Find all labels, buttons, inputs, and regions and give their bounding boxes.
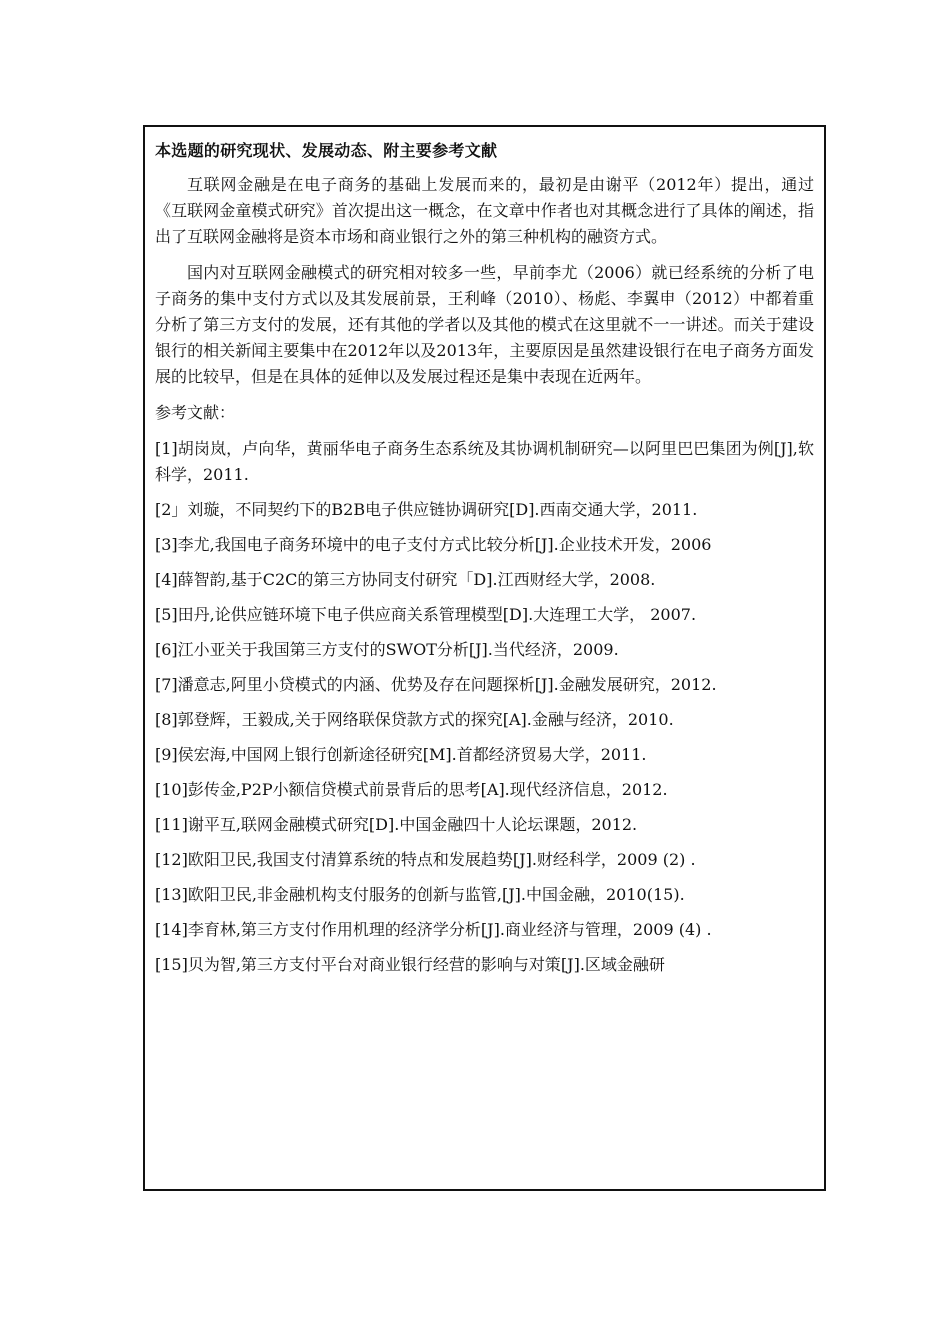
reference-item-10: [10]彭传金,P2P小额信贷模式前景背后的思考[A].现代经济信息，2012. xyxy=(155,780,668,799)
reference-item-14: [14]李育林,第三方支付作用机理的经济学分析[J].商业经济与管理，2009 (4) . xyxy=(155,920,712,939)
document-frame xyxy=(143,125,826,1191)
reference-item-1: [1]胡岗岚，卢向华，黄丽华电子商务生态系统及其协调机制研究—以阿里巴巴集团为例[J],软科学，2011. xyxy=(155,439,814,484)
reference-item-3: [3]李尤,我国电子商务环境中的电子支付方式比较分析[J].企业技术开发，2006 xyxy=(155,535,712,554)
reference-item-5: [5]田丹,论供应链环境下电子供应商关系管理模型[D].大连理工大学， 2007. xyxy=(155,605,697,624)
body-paragraph-1: 互联网金融是在电子商务的基础上发展而来的，最初是由谢平（2012年）提出，通过《互联网金童模式研究》首次提出这一概念，在文章中作者也对其概念进行了具体的阐述，指出了互联网金融将是资本市场和商业银行之外的第三种机构的融资方式。 xyxy=(155,175,814,246)
reference-item-6: [6]江小亚关于我国第三方支付的SWOT分析[J].当代经济，2009. xyxy=(155,640,619,659)
reference-item-4: [4]薛智韵,基于C2C的第三方协同支付研究「D].江西财经大学，2008. xyxy=(155,570,656,589)
reference-list xyxy=(155,436,814,978)
reference-item-12: [12]欧阳卫民,我国支付清算系统的特点和发展趋势[J].财经科学，2009 (2) . xyxy=(155,850,696,869)
body-paragraph-2: 国内对互联网金融模式的研究相对较多一些，早前李尤（2006）就已经系统的分析了电子商务的集中支付方式以及其发展前景，王利峰（2010）、杨彪、李翼申（2012）中都着重分析了第三方支付的发展，还有其他的学者以及其他的模式在这里就不一一讲述。而关于建设银行的相关新闻主要集中在2012年以及2013年，主要原因是虽然建设银行在电子商务方面发展的比较早，但是在具体的延伸以及发展过程还是集中表现在近两年。 xyxy=(155,263,814,386)
references-title: 参考文献： xyxy=(155,403,236,422)
reference-item-15: [15]贝为智,第三方支付平台对商业银行经营的影响与对策[J].区域金融研 xyxy=(155,955,665,974)
section-heading: 本选题的研究现状、发展动态、附主要参考文献 xyxy=(155,141,498,160)
reference-item-13: [13]欧阳卫民,非金融机构支付服务的创新与监管,[J].中国金融，2010(15). xyxy=(155,885,685,904)
reference-item-9: [9]侯宏海,中国网上银行创新途径研究[M].首都经济贸易大学，2011. xyxy=(155,745,647,764)
reference-item-7: [7]潘意志,阿里小贷模式的内涵、优势及存在问题探析[J].金融发展研究，2012. xyxy=(155,675,717,694)
reference-item-2: [2」刘璇，不同契约下的B2B电子供应链协调研究[D].西南交通大学，2011. xyxy=(155,500,698,519)
reference-item-8: [8]郭登辉，王毅成,关于网络联保贷款方式的探究[A].金融与经济，2010. xyxy=(155,710,674,729)
reference-item-11: [11]谢平互,联网金融模式研究[D].中国金融四十人论坛课题，2012. xyxy=(155,815,638,834)
